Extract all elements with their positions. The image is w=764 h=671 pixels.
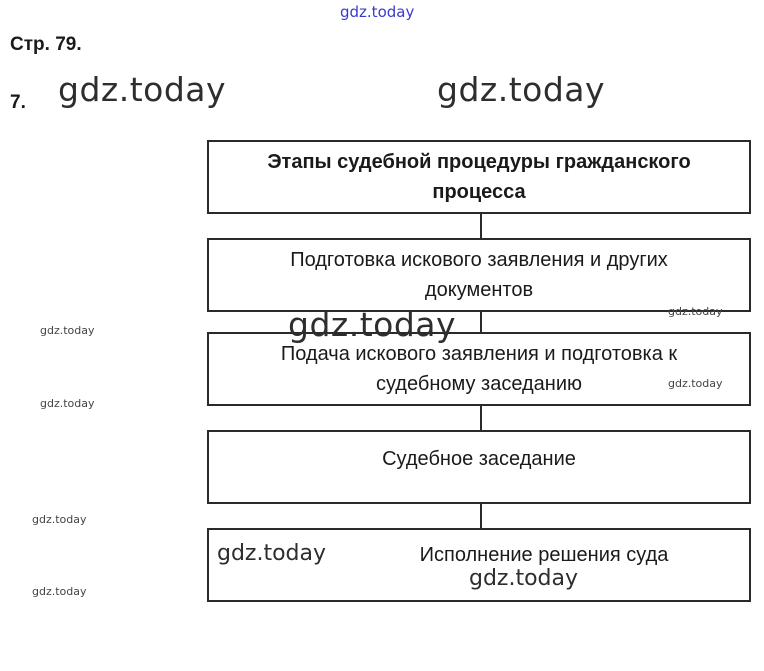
watermark: gdz.today [340, 3, 415, 21]
stage-text-line: Исполнение решения суда [419, 544, 669, 566]
connector-line [480, 214, 482, 238]
stage-box-hearing [207, 430, 751, 504]
watermark: gdz.today [217, 541, 327, 566]
connector-line [480, 312, 482, 332]
stage-box-preparation [207, 238, 751, 312]
watermark: gdz.today [668, 305, 723, 318]
watermark: gdz.today [40, 397, 95, 410]
watermark: gdz.today [288, 305, 457, 344]
connector-line [480, 504, 482, 528]
page-label: Стр. 79. [10, 34, 82, 55]
stage-text-line: судебному заседанию [375, 373, 583, 395]
connector-line [480, 406, 482, 430]
stage-text-line: документов [424, 279, 534, 301]
stage-text-line: Подготовка искового заявления и других [290, 249, 668, 271]
watermark: gdz.today [40, 324, 95, 337]
task-number: 7. [10, 92, 26, 113]
diagram-title-line: Этапы судебной процедуры гражданского [267, 151, 691, 173]
stage-text-line: Судебное заседание [382, 448, 576, 470]
watermark: gdz.today [668, 377, 723, 390]
diagram-title-line: процесса [432, 181, 526, 203]
watermark: gdz.today [469, 566, 579, 591]
watermark: gdz.today [32, 513, 87, 526]
stage-text-line: Подача искового заявления и подготовка к [280, 343, 678, 365]
diagram-title-box [207, 140, 751, 214]
watermark: gdz.today [437, 70, 606, 109]
watermark: gdz.today [58, 70, 227, 109]
watermark: gdz.today [32, 585, 87, 598]
